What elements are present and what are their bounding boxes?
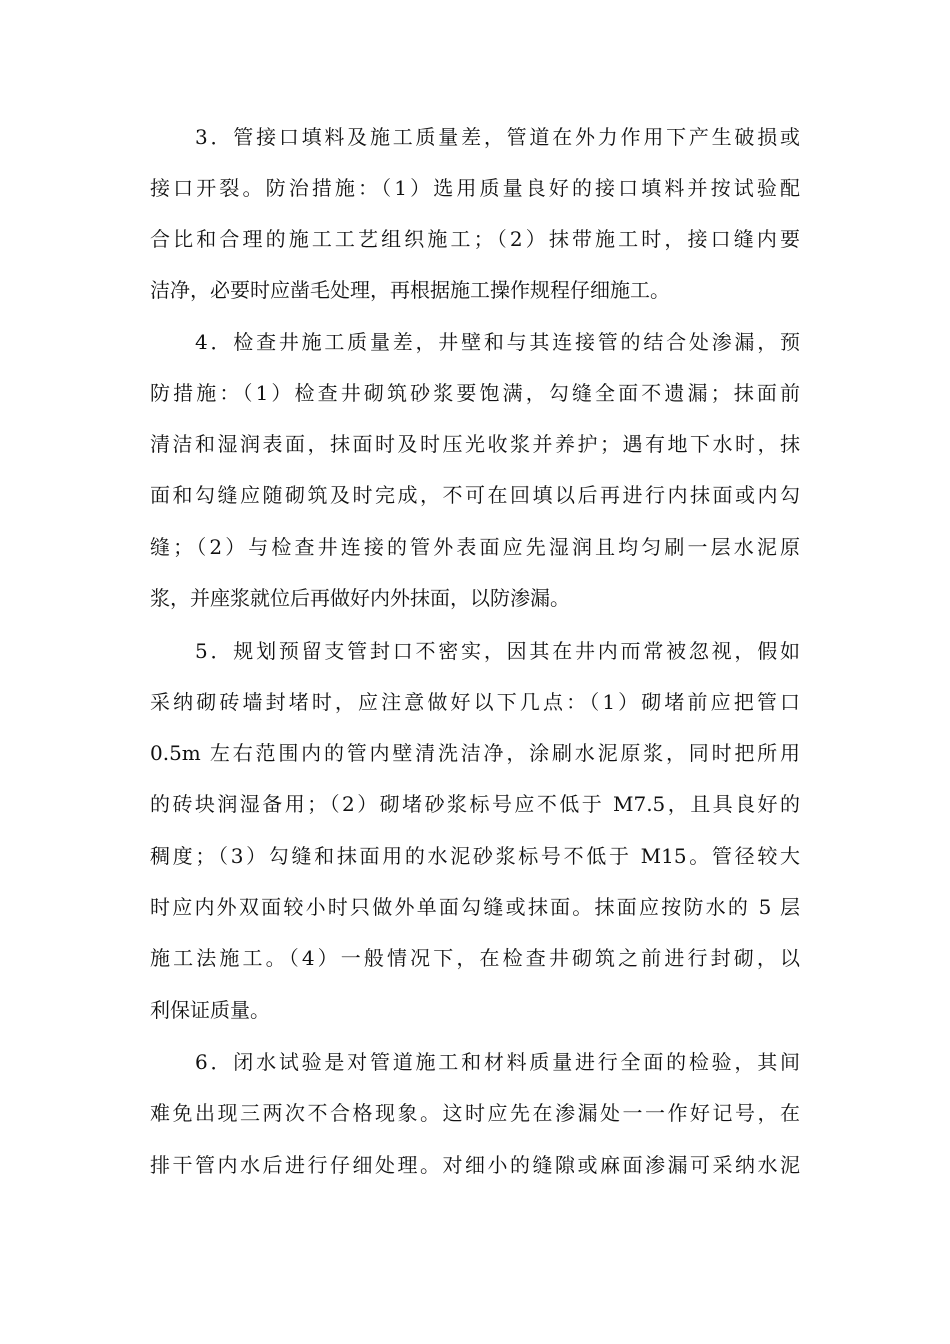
paragraph-3-line-3: 合比和合理的施工工艺组织施工；（2）抹带施工时，接口缝内要 — [150, 227, 800, 251]
paragraph-3-line-2: 接口开裂。防治措施：（1）选用质量良好的接口填料并按试验配 — [150, 176, 800, 200]
paragraph-3-line-4: 洁净，必要时应凿毛处理，再根据施工操作规程仔细施工。 — [150, 278, 670, 302]
paragraph-4-line-1: 4．检查井施工质量差，井壁和与其连接管的结合处渗漏，预 — [195, 330, 800, 354]
paragraph-6-line-1: 6．闭水试验是对管道施工和材料质量进行全面的检验，其间 — [195, 1050, 800, 1074]
paragraph-4-line-5: 缝；（2）与检查井连接的管外表面应先湿润且均匀刷一层水泥原 — [150, 535, 800, 559]
paragraph-5-line-2: 采纳砌砖墙封堵时，应注意做好以下几点：（1）砌堵前应把管口 — [150, 690, 800, 714]
paragraph-5-line-3: 0.5m 左右范围内的管内壁清洗洁净，涂刷水泥原浆，同时把所用 — [150, 741, 800, 765]
paragraph-4-line-6: 浆，并座浆就位后再做好内外抹面，以防渗漏。 — [150, 586, 570, 610]
paragraph-6-line-2: 难免出现三两次不合格现象。这时应先在渗漏处一一作好记号，在 — [150, 1101, 800, 1125]
paragraph-5-line-4: 的砖块润湿备用；（2）砌堵砂浆标号应不低于 M7.5，且具良好的 — [150, 792, 800, 816]
paragraph-5-line-6: 时应内外双面较小时只做外单面勾缝或抹面。抹面应按防水的 5 层 — [150, 895, 800, 919]
paragraph-5-line-7: 施工法施工。（4）一般情况下，在检查井砌筑之前进行封砌，以 — [150, 946, 800, 970]
paragraph-5-line-1: 5．规划预留支管封口不密实，因其在井内而常被忽视，假如 — [195, 639, 800, 663]
paragraph-5-line-5: 稠度；（3）勾缝和抹面用的水泥砂浆标号不低于 M15。管径较大 — [150, 844, 800, 868]
paragraph-4-line-2: 防措施：（1）检查井砌筑砂浆要饱满，勾缝全面不遗漏；抹面前 — [150, 381, 800, 405]
paragraph-5-line-8: 利保证质量。 — [150, 998, 270, 1022]
paragraph-3-line-1: 3．管接口填料及施工质量差，管道在外力作用下产生破损或 — [195, 125, 800, 149]
paragraph-4-line-4: 面和勾缝应随砌筑及时完成，不可在回填以后再进行内抹面或内勾 — [150, 483, 800, 507]
paragraph-6-line-3: 排干管内水后进行仔细处理。对细小的缝隙或麻面渗漏可采纳水泥 — [150, 1153, 800, 1177]
paragraph-4-line-3: 清洁和湿润表面，抹面时及时压光收浆并养护；遇有地下水时，抹 — [150, 432, 800, 456]
